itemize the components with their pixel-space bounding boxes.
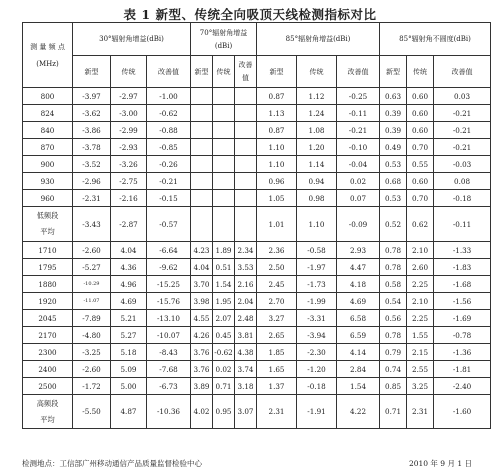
value-cell: -5.50	[73, 395, 111, 429]
value-cell: -6.64	[147, 242, 191, 259]
value-cell: -1.00	[147, 88, 191, 105]
value-cell	[191, 105, 213, 122]
value-cell: 0.51	[213, 259, 235, 276]
value-cell: -2.75	[111, 173, 147, 190]
table-title: 表 1 新型、传统全向吸顶天线检测指标对比	[123, 7, 377, 22]
value-cell	[235, 139, 257, 156]
value-cell: 0.70	[407, 139, 434, 156]
value-cell: 3.07	[235, 395, 257, 429]
value-cell	[191, 88, 213, 105]
value-cell	[213, 105, 235, 122]
value-cell: -4.80	[73, 327, 111, 344]
value-cell: 4.69	[111, 293, 147, 310]
value-cell: 0.08	[434, 173, 491, 190]
frequency-cell: 2170	[23, 327, 73, 344]
frequency-cell: 900	[23, 156, 73, 173]
table-row	[23, 122, 491, 139]
frequency-cell: 800	[23, 88, 73, 105]
value-cell: -1.20	[297, 361, 337, 378]
value-cell: 2.36	[257, 242, 297, 259]
value-cell: 0.87	[257, 88, 297, 105]
value-cell: 2.07	[213, 310, 235, 327]
value-cell: 0.58	[380, 276, 407, 293]
value-cell: -3.86	[73, 122, 111, 139]
col-new: 新型	[191, 56, 213, 88]
table-row	[23, 190, 491, 207]
frequency-cell: 1880	[23, 276, 73, 293]
value-cell: -2.16	[111, 190, 147, 207]
col-new: 新型	[380, 56, 407, 88]
value-cell: 0.49	[380, 139, 407, 156]
value-cell: -1.36	[434, 344, 491, 361]
value-cell: -3.94	[297, 327, 337, 344]
value-cell: -0.62	[213, 344, 235, 361]
value-cell: 4.04	[191, 259, 213, 276]
value-cell: -0.03	[434, 156, 491, 173]
value-cell	[235, 122, 257, 139]
value-cell: 2.48	[235, 310, 257, 327]
value-cell: -0.15	[147, 190, 191, 207]
value-cell: 1.12	[297, 88, 337, 105]
table-row	[23, 156, 491, 173]
value-cell: 1.05	[257, 190, 297, 207]
value-cell: 4.04	[111, 242, 147, 259]
value-cell: 3.25	[407, 378, 434, 395]
average-row	[23, 207, 491, 242]
value-cell: -0.26	[147, 156, 191, 173]
table-row	[23, 139, 491, 156]
col-new: 新型	[257, 56, 297, 88]
value-cell: 2.34	[235, 242, 257, 259]
frequency-cell: 低频段 平均	[23, 207, 73, 242]
value-cell: 1.55	[407, 327, 434, 344]
value-cell: 2.60	[407, 259, 434, 276]
value-cell	[235, 190, 257, 207]
value-cell: 0.78	[380, 259, 407, 276]
frequency-cell: 1795	[23, 259, 73, 276]
value-cell: 0.87	[257, 122, 297, 139]
value-cell: 0.85	[380, 378, 407, 395]
value-cell: -13.10	[147, 310, 191, 327]
value-cell: 1.10	[257, 139, 297, 156]
value-cell	[213, 173, 235, 190]
value-cell: 1.37	[257, 378, 297, 395]
value-cell: 0.56	[380, 310, 407, 327]
value-cell: 0.68	[380, 173, 407, 190]
value-cell: 2.93	[337, 242, 380, 259]
value-cell: -15.76	[147, 293, 191, 310]
value-cell: 3.74	[235, 361, 257, 378]
table-row	[23, 173, 491, 190]
value-cell: 4.96	[111, 276, 147, 293]
value-cell: -1.91	[297, 395, 337, 429]
value-cell: -2.31	[73, 190, 111, 207]
value-cell: 0.78	[380, 242, 407, 259]
value-cell: -0.10	[337, 139, 380, 156]
test-location: 检测地点：工信部广州移动通信产品质量监督检验中心	[22, 459, 202, 468]
value-cell: 0.70	[407, 190, 434, 207]
value-cell: 4.18	[337, 276, 380, 293]
value-cell: -1.56	[434, 293, 491, 310]
value-cell: 1.08	[297, 122, 337, 139]
value-cell: 3.18	[235, 378, 257, 395]
value-cell: 4.23	[191, 242, 213, 259]
value-cell: 0.63	[380, 88, 407, 105]
value-cell: -0.11	[337, 105, 380, 122]
header-gain-30: 30°辐射角增益(dBi)	[73, 23, 191, 56]
value-cell: 5.18	[111, 344, 147, 361]
value-cell: 3.81	[235, 327, 257, 344]
value-cell	[235, 105, 257, 122]
frequency-cell: 960	[23, 190, 73, 207]
value-cell: 0.39	[380, 105, 407, 122]
value-cell: 0.03	[434, 88, 491, 105]
value-cell: 2.55	[407, 361, 434, 378]
value-cell: 4.69	[337, 293, 380, 310]
value-cell: -11.07	[73, 293, 111, 310]
table-row	[23, 361, 491, 378]
value-cell	[213, 88, 235, 105]
value-cell: -3.97	[73, 88, 111, 105]
table-row	[23, 327, 491, 344]
value-cell: 0.71	[213, 378, 235, 395]
value-cell: 1.10	[257, 156, 297, 173]
value-cell: -1.69	[434, 310, 491, 327]
value-cell: 2.15	[407, 344, 434, 361]
value-cell: 5.09	[111, 361, 147, 378]
table-row	[23, 344, 491, 361]
value-cell: -0.09	[337, 207, 380, 242]
value-cell: -10.07	[147, 327, 191, 344]
value-cell: -3.00	[111, 105, 147, 122]
value-cell: -1.83	[434, 259, 491, 276]
value-cell: 3.89	[191, 378, 213, 395]
frequency-cell: 2500	[23, 378, 73, 395]
value-cell: 3.70	[191, 276, 213, 293]
value-cell: -0.21	[434, 105, 491, 122]
value-cell: -3.52	[73, 156, 111, 173]
value-cell: -2.99	[111, 122, 147, 139]
value-cell: -8.43	[147, 344, 191, 361]
value-cell	[191, 207, 213, 242]
value-cell: 2.70	[257, 293, 297, 310]
value-cell: 0.53	[380, 156, 407, 173]
value-cell: 0.62	[407, 207, 434, 242]
table-row	[23, 259, 491, 276]
value-cell: -0.11	[434, 207, 491, 242]
value-cell: 0.60	[407, 88, 434, 105]
value-cell: 1.54	[213, 276, 235, 293]
value-cell: 5.27	[111, 327, 147, 344]
value-cell: -3.62	[73, 105, 111, 122]
header-gain-70: 70°辐射角增益 (dBi)	[191, 23, 257, 56]
value-cell: 3.27	[257, 310, 297, 327]
value-cell: 3.53	[235, 259, 257, 276]
value-cell: 4.22	[337, 395, 380, 429]
value-cell	[213, 207, 235, 242]
value-cell: -6.73	[147, 378, 191, 395]
value-cell	[213, 139, 235, 156]
value-cell	[191, 190, 213, 207]
col-delta: 改善值	[434, 56, 491, 88]
value-cell: 0.39	[380, 122, 407, 139]
value-cell: -0.18	[434, 190, 491, 207]
value-cell: 0.54	[380, 293, 407, 310]
value-cell	[213, 122, 235, 139]
value-cell: 0.95	[213, 395, 235, 429]
frequency-cell: 840	[23, 122, 73, 139]
value-cell: 5.00	[111, 378, 147, 395]
value-cell: -2.60	[73, 242, 111, 259]
value-cell: 4.36	[111, 259, 147, 276]
table-row	[23, 378, 491, 395]
value-cell	[235, 207, 257, 242]
value-cell: 0.78	[380, 327, 407, 344]
value-cell: 3.98	[191, 293, 213, 310]
value-cell: -2.30	[297, 344, 337, 361]
value-cell: 2.65	[257, 327, 297, 344]
value-cell: 3.76	[191, 344, 213, 361]
value-cell: -10.36	[147, 395, 191, 429]
value-cell: 1.65	[257, 361, 297, 378]
value-cell: -0.62	[147, 105, 191, 122]
value-cell: -0.04	[337, 156, 380, 173]
test-date: 2010 年 9 月 1 日	[408, 459, 472, 468]
value-cell: -10.29	[73, 276, 111, 293]
value-cell: 1.01	[257, 207, 297, 242]
table-row	[23, 310, 491, 327]
value-cell: 3.76	[191, 361, 213, 378]
frequency-cell: 824	[23, 105, 73, 122]
value-cell: 5.21	[111, 310, 147, 327]
col-old: 传统	[407, 56, 434, 88]
value-cell: 2.45	[257, 276, 297, 293]
value-cell: 0.60	[407, 173, 434, 190]
header-frequency: 测 量 频 点 (MHz)	[23, 23, 73, 88]
value-cell: 0.60	[407, 105, 434, 122]
value-cell: 0.02	[337, 173, 380, 190]
value-cell: 2.25	[407, 310, 434, 327]
header-uncircularity-85: 85°辐射角不圆度(dBi)	[380, 23, 491, 56]
value-cell: -2.60	[73, 361, 111, 378]
value-cell: 2.84	[337, 361, 380, 378]
table-row	[23, 242, 491, 259]
value-cell: -1.60	[434, 395, 491, 429]
value-cell: 1.24	[297, 105, 337, 122]
value-cell: -0.21	[434, 122, 491, 139]
value-cell: 2.50	[257, 259, 297, 276]
col-delta: 改善 值	[235, 56, 257, 88]
value-cell: -3.26	[111, 156, 147, 173]
value-cell: 4.26	[191, 327, 213, 344]
value-cell: 2.25	[407, 276, 434, 293]
frequency-cell: 1920	[23, 293, 73, 310]
value-cell: -0.25	[337, 88, 380, 105]
header-gain-85: 85°辐射角增益(dBi)	[257, 23, 380, 56]
value-cell: 0.98	[297, 190, 337, 207]
value-cell: -0.21	[434, 139, 491, 156]
value-cell: -2.96	[73, 173, 111, 190]
frequency-cell: 2300	[23, 344, 73, 361]
col-old: 传统	[111, 56, 147, 88]
value-cell: 0.96	[257, 173, 297, 190]
value-cell: -7.89	[73, 310, 111, 327]
value-cell	[213, 156, 235, 173]
value-cell: 0.79	[380, 344, 407, 361]
value-cell: 6.58	[337, 310, 380, 327]
value-cell: 0.07	[337, 190, 380, 207]
table-row	[23, 88, 491, 105]
value-cell: 1.54	[337, 378, 380, 395]
value-cell: 4.47	[337, 259, 380, 276]
value-cell: 4.14	[337, 344, 380, 361]
frequency-cell: 1710	[23, 242, 73, 259]
frequency-cell: 870	[23, 139, 73, 156]
value-cell	[235, 173, 257, 190]
value-cell: 4.87	[111, 395, 147, 429]
value-cell: -0.18	[297, 378, 337, 395]
value-cell: 1.95	[213, 293, 235, 310]
value-cell: 0.74	[380, 361, 407, 378]
value-cell: -0.21	[337, 122, 380, 139]
value-cell	[235, 88, 257, 105]
value-cell: -2.87	[111, 207, 147, 242]
table-row	[23, 105, 491, 122]
value-cell: -7.68	[147, 361, 191, 378]
value-cell: 0.52	[380, 207, 407, 242]
value-cell	[191, 139, 213, 156]
value-cell: -3.43	[73, 207, 111, 242]
value-cell: -15.25	[147, 276, 191, 293]
value-cell: -2.93	[111, 139, 147, 156]
value-cell: -9.62	[147, 259, 191, 276]
table-row	[23, 276, 491, 293]
value-cell: 1.20	[297, 139, 337, 156]
value-cell: 0.71	[380, 395, 407, 429]
col-new: 新型	[73, 56, 111, 88]
value-cell: -0.78	[434, 327, 491, 344]
value-cell: 1.85	[257, 344, 297, 361]
value-cell: 0.02	[213, 361, 235, 378]
value-cell: 4.38	[235, 344, 257, 361]
value-cell: 0.60	[407, 122, 434, 139]
value-cell: 2.31	[257, 395, 297, 429]
value-cell: 2.16	[235, 276, 257, 293]
value-cell: 6.59	[337, 327, 380, 344]
average-row	[23, 395, 491, 429]
frequency-cell: 2045	[23, 310, 73, 327]
value-cell: -0.85	[147, 139, 191, 156]
value-cell: 4.55	[191, 310, 213, 327]
value-cell: -0.58	[297, 242, 337, 259]
value-cell: -3.78	[73, 139, 111, 156]
value-cell	[191, 173, 213, 190]
value-cell: 1.13	[257, 105, 297, 122]
value-cell: 1.10	[297, 207, 337, 242]
value-cell: -3.31	[297, 310, 337, 327]
value-cell: -5.27	[73, 259, 111, 276]
value-cell: -0.21	[147, 173, 191, 190]
frequency-cell: 2400	[23, 361, 73, 378]
value-cell: -1.33	[434, 242, 491, 259]
comparison-table	[22, 22, 491, 429]
value-cell: 1.89	[213, 242, 235, 259]
value-cell: 4.02	[191, 395, 213, 429]
frequency-cell: 高频段 平均	[23, 395, 73, 429]
value-cell: 0.94	[297, 173, 337, 190]
value-cell: -1.68	[434, 276, 491, 293]
value-cell: 1.14	[297, 156, 337, 173]
value-cell: -1.81	[434, 361, 491, 378]
frequency-cell: 930	[23, 173, 73, 190]
value-cell	[191, 156, 213, 173]
value-cell: -0.88	[147, 122, 191, 139]
value-cell	[213, 190, 235, 207]
value-cell: 2.10	[407, 242, 434, 259]
value-cell: -3.25	[73, 344, 111, 361]
value-cell: -0.57	[147, 207, 191, 242]
col-old: 传统	[213, 56, 235, 88]
value-cell: 0.45	[213, 327, 235, 344]
value-cell: -1.73	[297, 276, 337, 293]
value-cell: 2.04	[235, 293, 257, 310]
value-cell	[235, 156, 257, 173]
value-cell	[191, 122, 213, 139]
value-cell: -1.72	[73, 378, 111, 395]
value-cell: 2.10	[407, 293, 434, 310]
col-delta: 改善值	[337, 56, 380, 88]
value-cell: 0.53	[380, 190, 407, 207]
value-cell: -2.40	[434, 378, 491, 395]
value-cell: -1.97	[297, 259, 337, 276]
col-old: 传统	[297, 56, 337, 88]
value-cell: -2.97	[111, 88, 147, 105]
value-cell: -1.99	[297, 293, 337, 310]
value-cell: 2.31	[407, 395, 434, 429]
col-delta: 改善值	[147, 56, 191, 88]
value-cell: 0.55	[407, 156, 434, 173]
table-row	[23, 293, 491, 310]
